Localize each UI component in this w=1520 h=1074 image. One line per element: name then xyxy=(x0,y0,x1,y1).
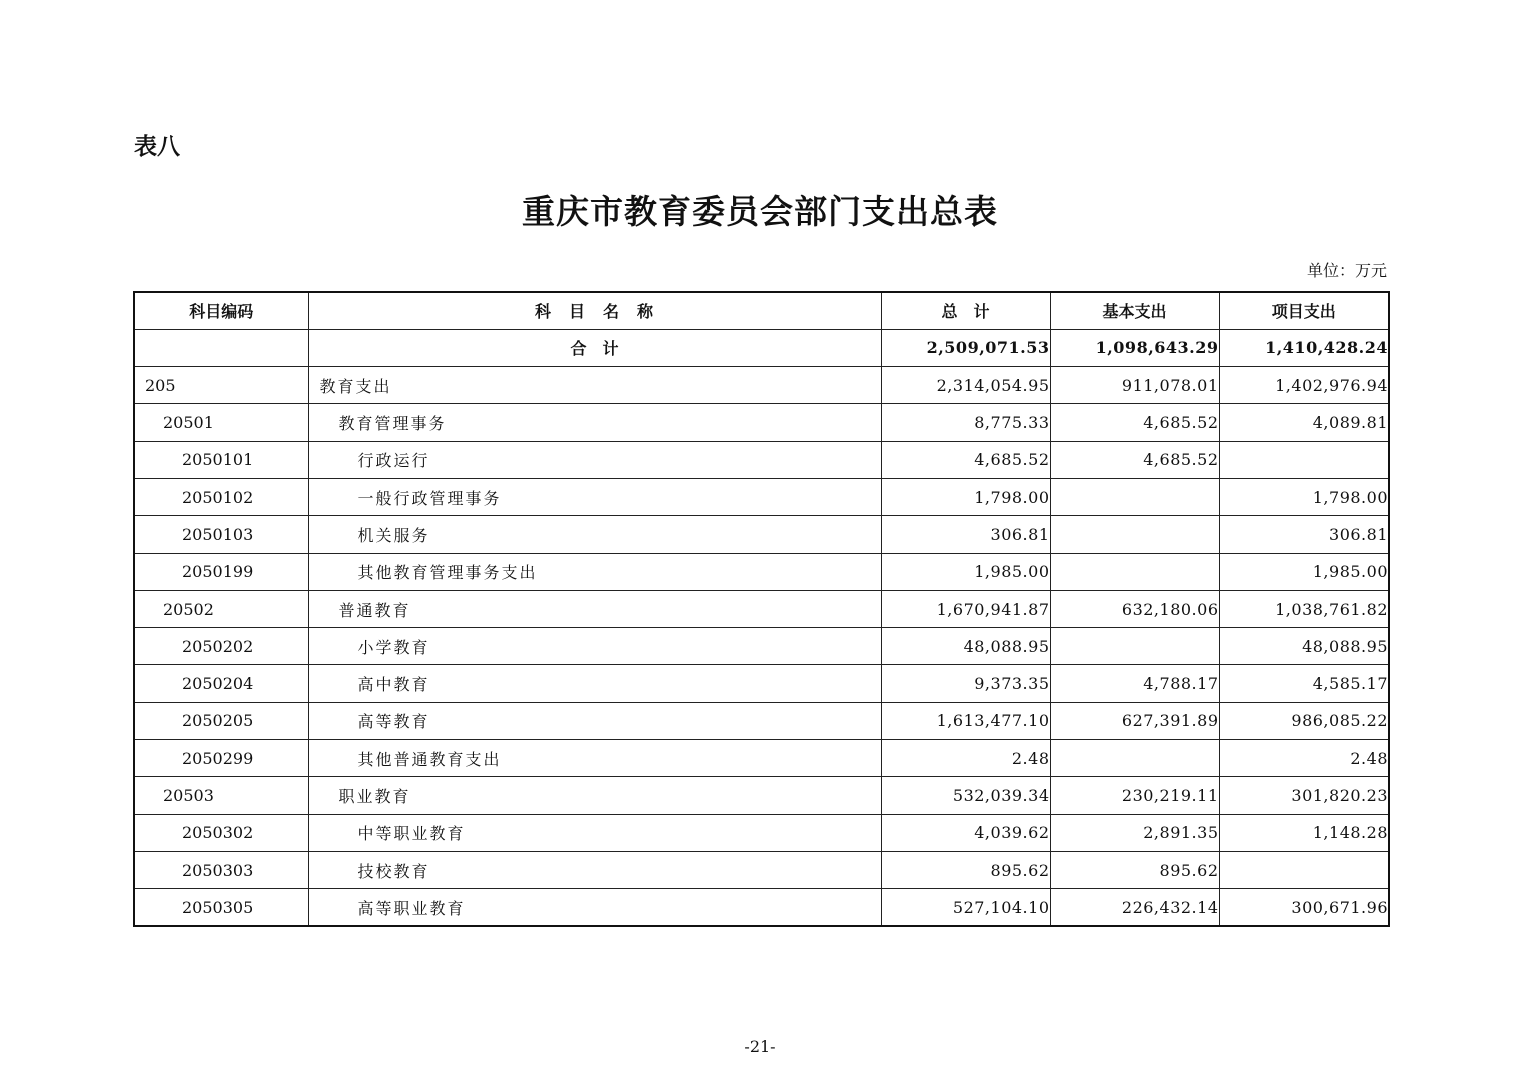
row-basic: 632,180.06 xyxy=(1050,590,1219,627)
row-name: 其他普通教育支出 xyxy=(308,740,881,777)
row-basic xyxy=(1050,478,1219,515)
page-number: -21- xyxy=(744,1037,776,1056)
row-project: 306.81 xyxy=(1219,516,1389,553)
row-code: 20503 xyxy=(134,777,308,814)
row-name: 教育管理事务 xyxy=(308,404,881,441)
row-basic: 226,432.14 xyxy=(1050,889,1219,926)
row-project: 1,038,761.82 xyxy=(1219,590,1389,627)
row-code: 20502 xyxy=(134,590,308,627)
table-row xyxy=(134,851,1389,888)
table-row xyxy=(134,478,1389,515)
row-name: 高等职业教育 xyxy=(308,889,881,926)
total-basic: 1,098,643.29 xyxy=(1050,329,1219,366)
row-name: 一般行政管理事务 xyxy=(308,478,881,515)
row-total: 1,798.00 xyxy=(881,478,1050,515)
row-basic: 2,891.35 xyxy=(1050,814,1219,851)
row-code: 2050303 xyxy=(134,851,308,888)
header-row xyxy=(134,292,1389,329)
row-total: 48,088.95 xyxy=(881,628,1050,665)
row-code: 2050302 xyxy=(134,814,308,851)
row-total: 4,685.52 xyxy=(881,441,1050,478)
row-total: 1,670,941.87 xyxy=(881,590,1050,627)
row-name: 高等教育 xyxy=(308,702,881,739)
row-project: 1,148.28 xyxy=(1219,814,1389,851)
table-row xyxy=(134,628,1389,665)
header-basic: 基本支出 xyxy=(1050,292,1219,329)
row-basic: 911,078.01 xyxy=(1050,367,1219,404)
row-basic xyxy=(1050,628,1219,665)
row-project: 300,671.96 xyxy=(1219,889,1389,926)
row-basic: 4,788.17 xyxy=(1050,665,1219,702)
row-code: 2050204 xyxy=(134,665,308,702)
row-name: 高中教育 xyxy=(308,665,881,702)
row-total: 2,314,054.95 xyxy=(881,367,1050,404)
row-total: 1,985.00 xyxy=(881,553,1050,590)
table-row xyxy=(134,441,1389,478)
row-project xyxy=(1219,441,1389,478)
row-code: 205 xyxy=(134,367,308,404)
row-name: 中等职业教育 xyxy=(308,814,881,851)
expenditure-table xyxy=(133,291,1390,927)
row-name: 技校教育 xyxy=(308,851,881,888)
row-total: 895.62 xyxy=(881,851,1050,888)
row-name: 行政运行 xyxy=(308,441,881,478)
table-number: 表八 xyxy=(134,134,180,160)
row-project: 2.48 xyxy=(1219,740,1389,777)
table-row xyxy=(134,665,1389,702)
row-total: 2.48 xyxy=(881,740,1050,777)
row-code: 2050103 xyxy=(134,516,308,553)
row-basic xyxy=(1050,553,1219,590)
row-total: 1,613,477.10 xyxy=(881,702,1050,739)
table-row xyxy=(134,516,1389,553)
row-total: 8,775.33 xyxy=(881,404,1050,441)
row-code: 20501 xyxy=(134,404,308,441)
row-basic xyxy=(1050,516,1219,553)
total-row xyxy=(134,329,1389,366)
row-code: 2050205 xyxy=(134,702,308,739)
row-name: 小学教育 xyxy=(308,628,881,665)
row-basic: 627,391.89 xyxy=(1050,702,1219,739)
row-basic: 230,219.11 xyxy=(1050,777,1219,814)
total-project: 1,410,428.24 xyxy=(1219,329,1389,366)
row-total: 306.81 xyxy=(881,516,1050,553)
row-code: 2050299 xyxy=(134,740,308,777)
table-row xyxy=(134,777,1389,814)
row-total: 9,373.35 xyxy=(881,665,1050,702)
row-code: 2050202 xyxy=(134,628,308,665)
row-project: 301,820.23 xyxy=(1219,777,1389,814)
row-total: 527,104.10 xyxy=(881,889,1050,926)
row-project: 1,402,976.94 xyxy=(1219,367,1389,404)
table-row xyxy=(134,590,1389,627)
table-row xyxy=(134,814,1389,851)
row-code: 2050199 xyxy=(134,553,308,590)
row-code: 2050305 xyxy=(134,889,308,926)
row-project: 1,798.00 xyxy=(1219,478,1389,515)
header-name: 科 目 名 称 xyxy=(308,292,881,329)
row-project xyxy=(1219,851,1389,888)
row-project: 4,089.81 xyxy=(1219,404,1389,441)
header-project: 项目支出 xyxy=(1219,292,1389,329)
row-total: 4,039.62 xyxy=(881,814,1050,851)
row-name: 普通教育 xyxy=(308,590,881,627)
total-code-cell xyxy=(134,329,308,366)
row-project: 48,088.95 xyxy=(1219,628,1389,665)
table-row xyxy=(134,740,1389,777)
row-basic: 895.62 xyxy=(1050,851,1219,888)
header-total: 总 计 xyxy=(881,292,1050,329)
page-title: 重庆市教育委员会部门支出总表 xyxy=(522,192,998,231)
table-row xyxy=(134,404,1389,441)
row-code: 2050101 xyxy=(134,441,308,478)
row-basic: 4,685.52 xyxy=(1050,441,1219,478)
row-basic: 4,685.52 xyxy=(1050,404,1219,441)
row-name: 教育支出 xyxy=(308,367,881,404)
row-project: 986,085.22 xyxy=(1219,702,1389,739)
unit-label: 单位：万元 xyxy=(1306,261,1387,280)
row-name: 职业教育 xyxy=(308,777,881,814)
total-total: 2,509,071.53 xyxy=(881,329,1050,366)
table-row xyxy=(134,889,1389,926)
header-code: 科目编码 xyxy=(134,292,308,329)
total-label: 合 计 xyxy=(308,329,881,366)
row-name: 机关服务 xyxy=(308,516,881,553)
row-total: 532,039.34 xyxy=(881,777,1050,814)
table-row xyxy=(134,553,1389,590)
row-project: 4,585.17 xyxy=(1219,665,1389,702)
row-name: 其他教育管理事务支出 xyxy=(308,553,881,590)
row-project: 1,985.00 xyxy=(1219,553,1389,590)
row-code: 2050102 xyxy=(134,478,308,515)
table-row xyxy=(134,702,1389,739)
row-basic xyxy=(1050,740,1219,777)
table-row xyxy=(134,367,1389,404)
